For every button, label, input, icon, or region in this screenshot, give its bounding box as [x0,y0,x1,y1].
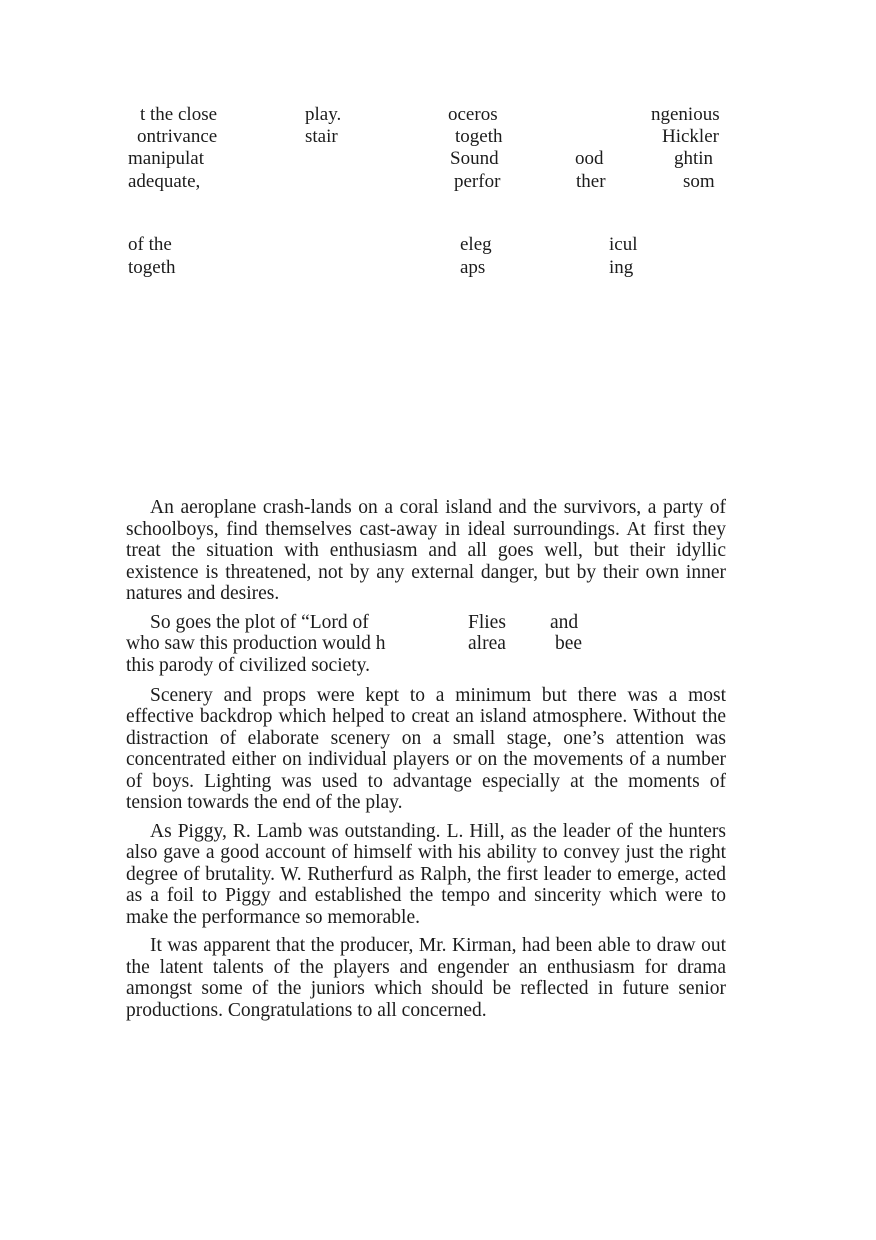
text-fragment: t the close [140,104,218,125]
text-fragment: Flies [468,611,506,633]
text-fragment: stair [305,126,338,147]
text-fragment: eleg [460,234,492,255]
text-fragment: som [683,171,715,192]
review-paragraph: As Piggy, R. Lamb was outstanding. L. Hill, as the leader of the hunters also gave a good account of himself with his ability to convey just the right degree of brutality. W. Rutherfurd as Ralph, the first leader to emerge, acted as a foil to Piggy and established the tempo and sincerity which were to make the performance so memorable. [126,820,726,928]
text-fragment: oceros [448,104,498,125]
text-fragment: ngenious [651,104,720,125]
text-fragment: Hickler [662,126,719,147]
review-body [126,497,726,1028]
text-fragment: play. [305,104,342,125]
text-fragment: aps [460,257,486,278]
text-fragment: bee [555,632,583,654]
text-fragment: togeth [128,257,176,278]
text-fragment: icul [609,234,638,255]
text-fragment: So goes the plot of “Lord of [150,611,369,633]
review-paragraph: Scenery and props were kept to a minimum but there was a most effective backdrop which helped to creat an island atmosphere. Without the distraction of elaborate scenery on a small stage, one’s attention was concentrated either on individual players or on the movements of a number of boys. Lighting was used to advantage especially at the moments of tension towards the end of the play. [126,684,726,813]
review-paragraph: It was apparent that the producer, Mr. Kirman, had been able to draw out the latent talents of the players and engender an enthusiasm for drama amongst some of the juniors which should be reflected in future senior productions. Congratulations to all concerned. [126,935,726,1021]
text-fragment: perfor [454,171,501,192]
text-fragment: ther [576,171,606,192]
review-paragraph: An aeroplane crash-lands on a coral island and the survivors, a party of schoolboys, find themselves cast-away in ideal surroundings. At first they treat the situation with enthusiasm and all goes well, but their idyllic existence is threatened, not by any external danger, but by their own inner natures and desires. [126,497,726,604]
text-fragment: manipulat [128,148,204,169]
text-fragment: of the [128,234,172,255]
text-fragment: who saw this production would h [126,632,386,654]
text-fragment: adequate, [128,171,201,192]
text-fragment: this parody of civilized society. [126,654,371,676]
text-fragment: ontrivance [137,126,218,147]
text-fragment: alrea [468,632,506,654]
text-fragment: togeth [455,126,503,147]
review-paragraph-fragmented [126,612,726,678]
text-fragment: ghtin [674,148,714,169]
text-fragment: Sound [450,148,499,169]
text-fragment: ood [575,148,604,169]
text-fragment: ing [609,257,634,278]
text-fragment: and [550,611,579,633]
